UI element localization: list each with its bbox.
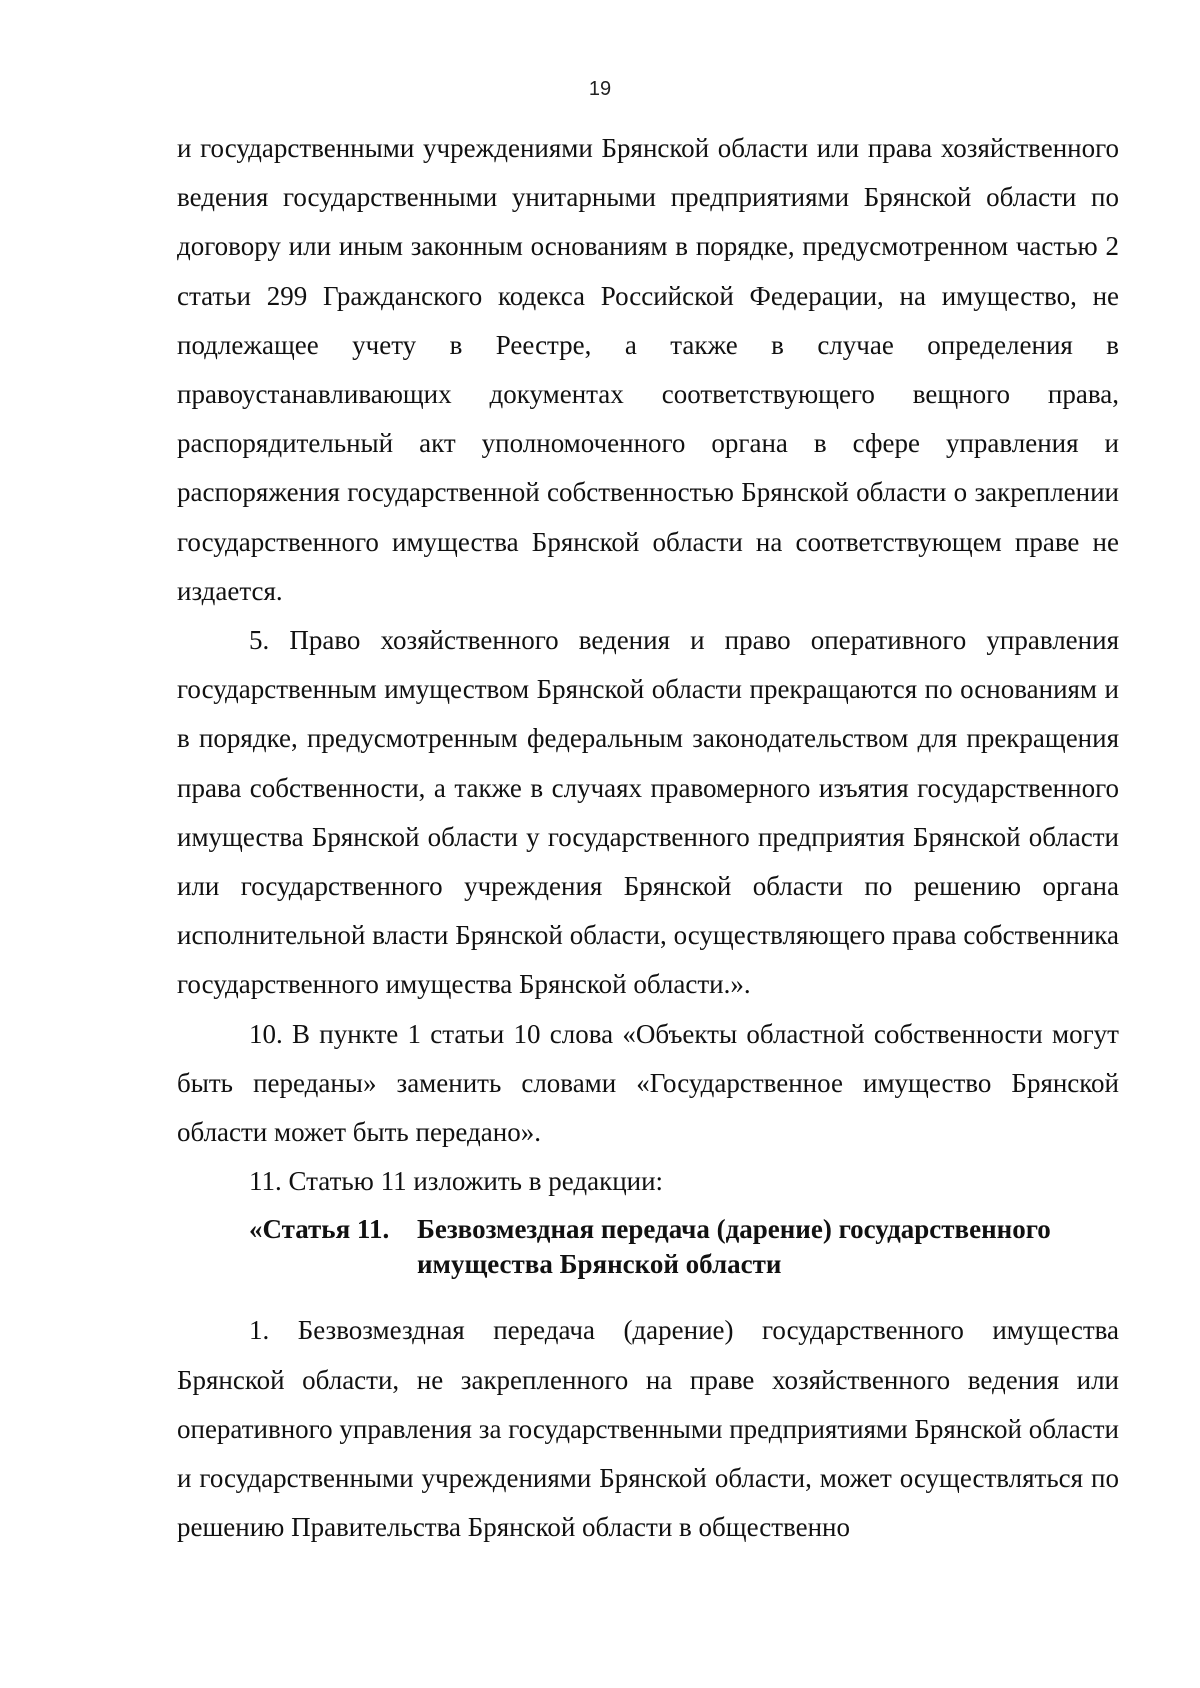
article-title-line-1: Безвозмездная передача (дарение) государственного [417,1214,1051,1245]
page-number: 19 [588,78,612,100]
article-title [417,1212,1119,1282]
paragraph-continuation: и государственными учреждениями Брянской области или права хозяйственного ведения государственными унитарными предприятиями Брянской области по договору или иным законным основаниям в порядке, предусмотренном частью 2 статьи 299 Гражданского кодекса Российской Федерации, на имущество, не подлежащее учету в Реестре, а также в случае определения в правоустанавливающих документах соответствующего вещного права, распорядительный акт уполномоченного органа в сфере управления и распоряжения государственной собственностью Брянской области о закреплении государственного имущества Брянской области на соответствующем праве не издается. [177,133,1119,606]
paragraph-item-11: 11. Статью 11 изложить в редакции: [249,1166,664,1197]
document-body [177,124,1119,1552]
paragraph-item-5: 5. Право хозяйственного ведения и право оперативного управления государственным имуществом Брянской области прекращаются по основаниям и в порядке, предусмотренным федеральным законодательством для прекращения права собственности, а также в случаях правомерного изъятия государственного имущества Брянской области у государственного предприятия Брянской области или государственного учреждения Брянской области по решению органа исполнительной власти Брянской области, осуществляющего права собственника государственного имущества Брянской области.». [177,625,1119,1000]
paragraph-item-10: 10. В пункте 1 статьи 10 слова «Объекты областной собственности могут быть переданы» заменить словами «Государственное имущество Брянской области может быть передано». [177,1018,1119,1148]
article-title-line-2: имущества Брянской области [417,1249,782,1280]
article-heading [177,1212,1119,1282]
article-number: «Статья 11. [249,1214,390,1245]
paragraph-article-11-item-1: 1. Безвозмездная передача (дарение) государственного имущества Брянской области, не закрепленного на праве хозяйственного ведения или оперативного управления за государственными предприятиями Брянской области и государственными учреждениями Брянской области, может осуществляться по решению Правительства Брянской области в общественно [177,1315,1119,1543]
